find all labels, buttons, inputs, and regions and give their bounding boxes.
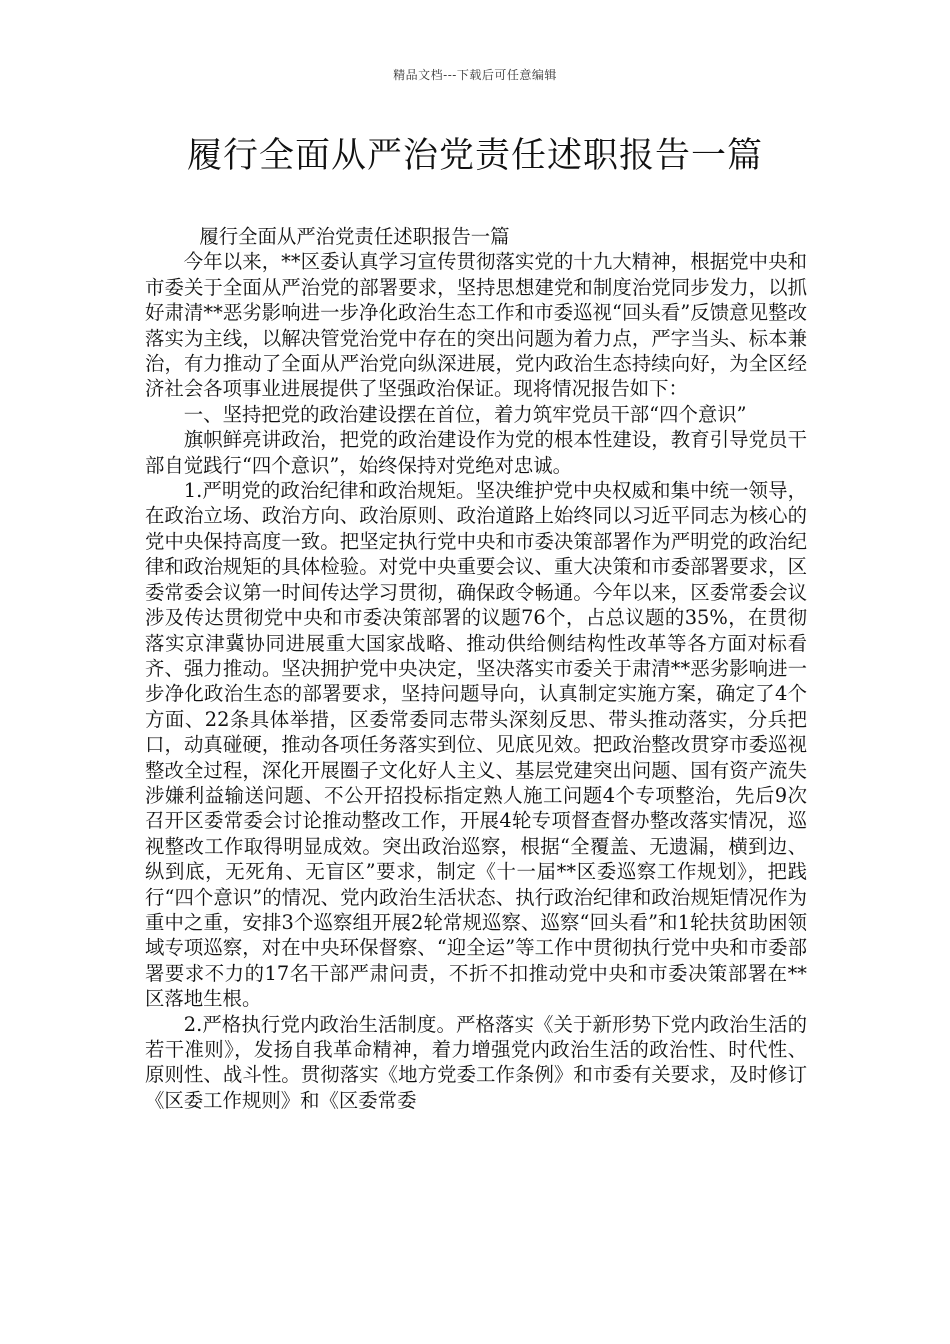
body-subtitle: 履行全面从严治党责任述职报告一篇 [199,225,510,248]
paragraph-intro: 今年以来，**区委认真学习宣传贯彻落实党的十九大精神，根据党中央和市委关于全面从严治党的部署要求，坚持思想建党和制度治党同步发力，以抓好肃清**恶劣影响进一步净化政治生态工作和市委巡视“回头看”反馈意见整改落实为主线，以解决管党治党中存在的突出问题为着力点，严字当头、标本兼治，有力推动了全面从严治党向纵深进展，党内政治生态持续向好，为全区经济社会各项事业进展提供了坚强政治保证。现将情况报告如下： [145,250,807,401]
header-note: 精品文档---下载后可任意编辑 [393,68,557,82]
paragraph-item-1: 1.严明党的政治纪律和政治规矩。坚决维护党中央权威和集中统一领导，在政治立场、政治方向、政治原则、政治道路上始终同以习近平同志为核心的党中央保持高度一致。把坚定执行党中央和市委决策部署作为严明党的政治纪律和政治规矩的具体检验。对党中央重要会议、重大决策和市委部署要求，区委常委会议第一时间传达学习贯彻，确保政令畅通。今年以来，区委常委会议涉及传达贯彻党中央和市委决策部署的议题76个，占总议题的35%，在贯彻落实京津冀协同进展重大国家战略、推动供给侧结构性改革等各方面对标看齐、强力推动。坚决拥护党中央决定，坚决落实市委关于肃清**恶劣影响进一步净化政治生态的部署要求，坚持问题导向，认真制定实施方案，确定了4个方面、22条具体举措，区委常委同志带头深刻反思、带头推动落实，分兵把口，动真碰硬，推动各项任务落实到位、见底见效。把政治整改贯穿市委巡视整改全过程，深化开展圈子文化好人主义、基层党建突出问题、国有资产流失涉嫌利益输送问题、不公开招投标指定熟人施工问题4个专项整治，先后9次召开区委常委会讨论推动整改工作，开展4轮专项督查督办整改落实情况，巡视整改工作取得明显成效。突出政治巡察，根据“全覆盖、无遗漏，横到边、纵到底，无死角、无盲区”要求，制定《十一届**区委巡察工作规划》，把践行“四个意识”的情况、党内政治生活状态、执行政治纪律和政治规矩情况作为重中之重，安排3个巡察组开展2轮常规巡察、巡察“回头看”和1轮扶贫助困领域专项巡察，对在中央环保督察、“迎全运”等工作中贯彻执行党中央和市委部署要求不力的17名干部严肃问责，不折不扣推动党中央和市委决策部署在**区落地生根。 [145,479,807,1011]
paragraph-item-2: 2.严格执行党内政治生活制度。严格落实《关于新形势下党内政治生活的若干准则》，发扬自我革命精神，着力增强党内政治生活的政治性、时代性、原则性、战斗性。贯彻落实《地方党委工作条例》和市委有关要求，及时修订《区委工作规则》和《区委常委 [145,1012,807,1112]
document-body [145,224,807,1113]
paragraph-section-1-intro: 旗帜鲜亮讲政治，把党的政治建设作为党的根本性建设，教育引导党员干部自觉践行“四个意识”，始终保持对党绝对忠诚。 [145,428,807,477]
section-heading-1: 一、坚持把党的政治建设摆在首位，着力筑牢党员干部“四个意识” [183,402,747,426]
document-title: 履行全面从严治党责任述职报告一篇 [186,136,763,176]
